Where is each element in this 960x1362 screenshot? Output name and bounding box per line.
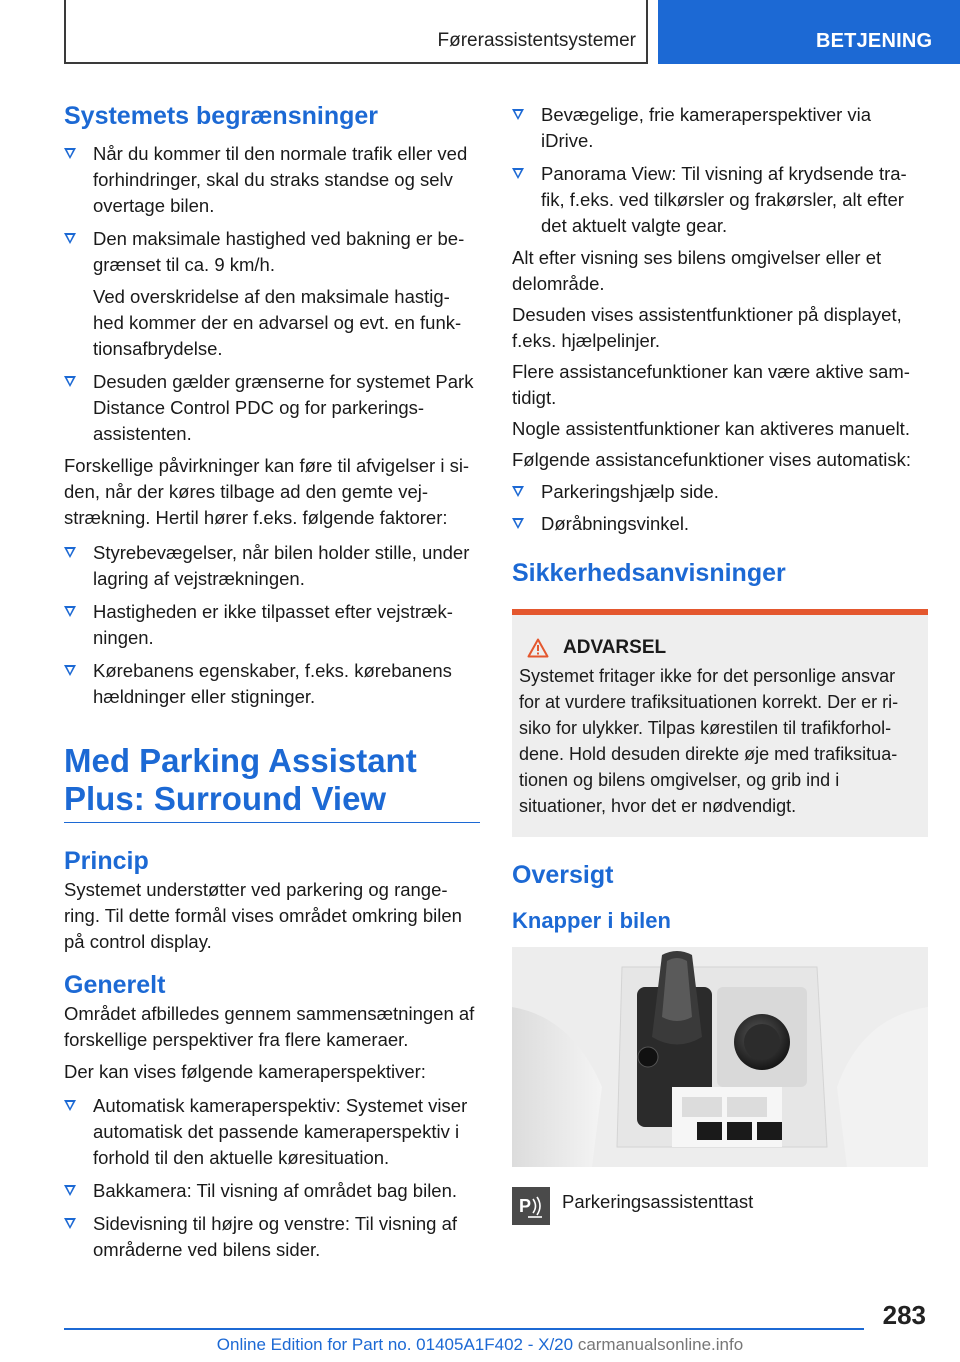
bullet-triangle-icon — [64, 148, 76, 159]
bullet-triangle-icon — [64, 665, 76, 676]
bullet-item: Døråbningsvinkel. — [512, 511, 928, 537]
bullet-triangle-icon — [512, 109, 524, 120]
warning-header — [527, 635, 920, 661]
footer — [0, 1335, 960, 1355]
bullet-item: Parkeringshjælp side. — [512, 479, 928, 505]
bullet-continuation: Ved overskridelse af den maksimale hastig-hed kommer der en advarsel og evt. en funk-tionsafbrydelse. — [93, 286, 462, 359]
warning-triangle-icon — [527, 638, 549, 658]
bullet-triangle-icon — [64, 233, 76, 244]
bullet-triangle-icon — [64, 1218, 76, 1229]
bullet-triangle-icon — [512, 168, 524, 179]
right-column — [512, 102, 928, 1225]
paragraph: Nogle assistentfunktioner kan aktiveres manuelt. — [512, 418, 910, 439]
left-column — [64, 100, 480, 1263]
paragraph: Desuden vises assistentfunktioner på displayet, f.eks. hjælpelinjer. — [512, 304, 902, 351]
button-legend-label: Parkeringsassistenttast — [562, 1191, 754, 1212]
principle-text: Systemet understøtter ved parkering og range-ring. Til dette formål vises området omkring bilen på control display. — [64, 879, 462, 952]
footer-rule — [64, 1328, 864, 1330]
bullet-item: Desuden gælder grænserne for systemet Park Distance Control PDC og for parkerings-assistenten. — [64, 369, 480, 447]
warning-text: Systemet fritager ikke for det personlige ansvar for at vurdere trafiksituationen korrekt. Der er ri-siko for ulykker. Tilpas kørestilen til trafikforhol-dene. Hold desuden direkte øje med trafiksitua-tionen og bilens omgivelser, og grib ind i situationer, hvor det er nødvendigt. — [519, 666, 899, 816]
console-illustration — [512, 947, 928, 1167]
page-number: 283 — [882, 1300, 926, 1330]
factors-intro: Forskellige påvirkninger kan føre til afvigelser i si-den, når der køres tilbage ad den gemte vej-strækning. Hertil hører f.eks. følgende faktorer: — [64, 455, 470, 528]
header-box — [64, 0, 648, 64]
bullet-triangle-icon — [64, 606, 76, 617]
footer-edition: Online Edition for Part no. 01405A1F402 - X/20 — [216, 1335, 574, 1354]
principle-heading: Princip — [64, 847, 149, 875]
header-chapter-tab: BETJENING — [658, 0, 960, 64]
general-text: Området afbilledes gennem sammensætningen af forskellige perspektiver fra flere kameraer. — [64, 1003, 475, 1050]
views-intro: Der kan vises følgende kameraperspektiver: — [64, 1061, 426, 1082]
bullet-triangle-icon — [512, 518, 524, 529]
safety-heading: Sikkerhedsanvisninger — [512, 559, 786, 587]
bullet-item: Bakkamera: Til visning af området bag bilen. — [64, 1178, 480, 1204]
bullet-item: Kørebanens egenskaber, f.eks. kørebanens hældninger eller stigninger. — [64, 658, 480, 710]
bullet-item: Bevægelige, frie kameraperspektiver via iDrive. — [512, 102, 928, 154]
bullet-item: Den maksimale hastighed ved bakning er be-grænset til ca. 9 km/h. — [64, 226, 480, 278]
bullet-item: Styrebevægelser, når bilen holder stille, under lagring af vejstrækningen. — [64, 540, 480, 592]
svg-text:P: P — [519, 1196, 532, 1216]
buttons-heading: Knapper i bilen — [512, 908, 671, 933]
warning-title: ADVARSEL — [563, 637, 667, 658]
bullet-triangle-icon — [64, 1185, 76, 1196]
header-section-title: Førerassistentsystemer — [437, 30, 636, 51]
overview-heading: Oversigt — [512, 861, 614, 889]
paragraph: Flere assistancefunktioner kan være aktive sam-tidigt. — [512, 361, 910, 408]
paragraph: Alt efter visning ses bilens omgivelser eller et delområde. — [512, 247, 882, 294]
footer-watermark: carmanualsonline.info — [577, 1335, 744, 1354]
bullet-triangle-icon — [64, 1100, 76, 1111]
paragraph: Følgende assistancefunktioner vises automatisk: — [512, 449, 911, 470]
bullet-item: Hastigheden er ikke tilpasset efter vejstræk-ningen. — [64, 599, 480, 651]
warning-box — [512, 609, 928, 837]
bullet-item: Automatisk kameraperspektiv: Systemet viser automatisk det passende kameraperspektiv i forhold til den aktuelle køresituation. — [64, 1093, 480, 1171]
bullet-triangle-icon — [512, 486, 524, 497]
bullet-triangle-icon — [64, 376, 76, 387]
button-legend-row — [512, 1187, 928, 1225]
bullet-item: Sidevisning til højre og venstre: Til visning af områderne ved bilens sider. — [64, 1211, 480, 1263]
limits-heading: Systemets begrænsninger — [64, 102, 378, 130]
general-heading: Generelt — [64, 971, 166, 999]
center-console-photo — [512, 947, 928, 1167]
main-heading: Med Parking Assistant Plus: Surround View — [64, 742, 480, 823]
parking-assistant-button-icon — [512, 1187, 550, 1225]
bullet-triangle-icon — [64, 547, 76, 558]
bullet-item: Panorama View: Til visning af krydsende tra-fik, f.eks. ved tilkørsler og frakørsler, alt efter det aktuelt valgte gear. — [512, 161, 928, 239]
bullet-item: Når du kommer til den normale trafik eller ved forhindringer, skal du straks standse og selv overtage bilen. — [64, 141, 480, 219]
